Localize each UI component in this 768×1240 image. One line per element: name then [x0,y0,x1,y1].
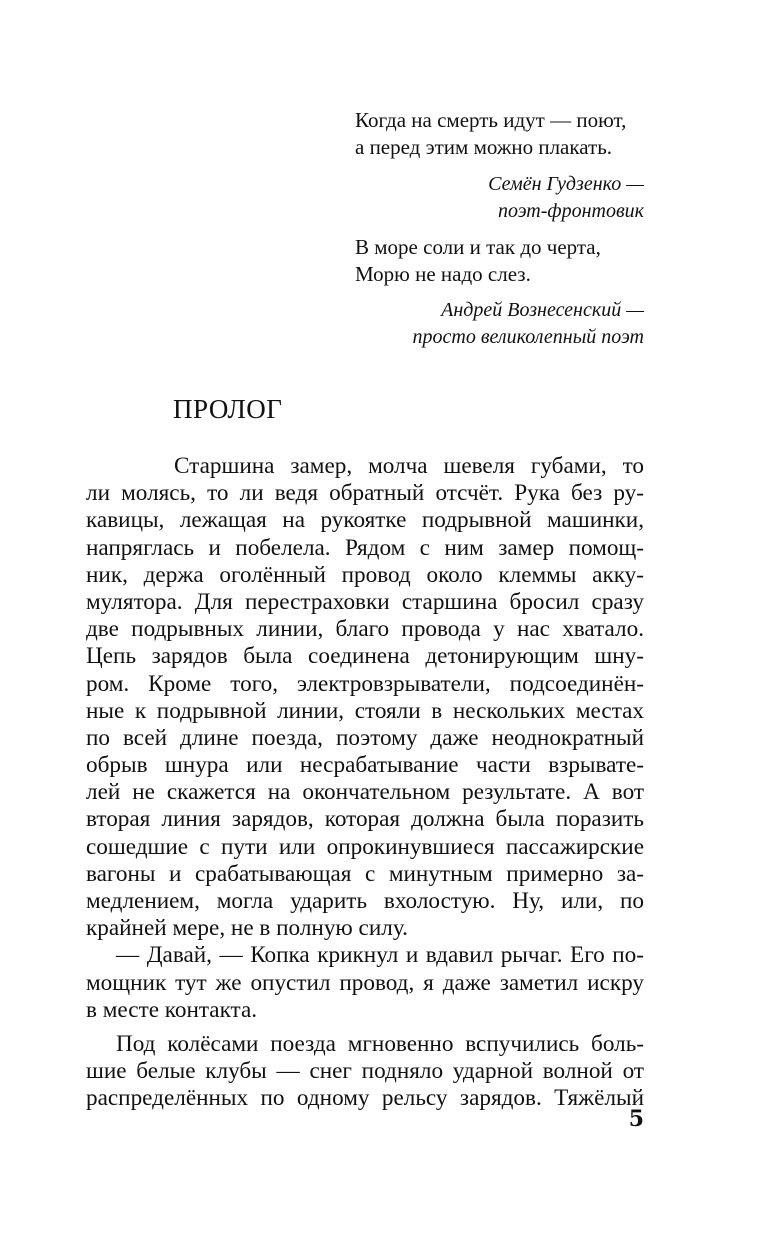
text-line: — Давай, — Копка крикнул и вдавил рычаг. Его по- [116,942,644,969]
text-line: крайней мере, не в полную силу. [86,915,408,942]
text-line: обрыв шнура или несрабатывание части взрывате- [86,752,644,779]
text-line: ром. Кроме того, электровзрыватели, подсоединён- [86,670,644,697]
attribution-author: Семён Гудзенко — [488,173,644,195]
text-line: Старшина замер, молча шевеля губами, то [174,453,644,479]
text-line: ли молясь, то ли ведя обратный отсчёт. Рука без ру- [86,480,644,507]
text-line: сошедшие с пути или опрокинувшиеся пассажирские [86,833,644,860]
text-line: лей не скажется на окончательном результате. А вот [86,779,644,806]
text-line: по всей длине поезда, поэтому даже неоднократный [86,724,644,751]
page-number: 5 [628,1106,644,1132]
chapter-title: ПРОЛОГ [173,394,283,424]
text-line: медлением, могла ударить вхолостую. Ну, или, по [86,888,644,914]
paragraph-1 [86,453,644,942]
text-line: в месте контакта. [86,996,258,1023]
epigraph-line: а перед этим можно плакать. [355,135,613,159]
epigraph-1 [355,107,645,161]
epigraph-line: В море соли и так до черта, [355,235,601,259]
text-line: мулятора. Для перестраховки старшина бросил сразу [86,588,644,615]
paragraph-3 [86,1031,644,1113]
text-line: напряглась и побелела. Рядом с ним замер помощ- [86,534,644,561]
text-line: ник, держа оголённый провод около клеммы акку- [86,561,644,588]
body-text [86,453,644,1113]
epigraph-2 [355,234,645,288]
epigraph-line: Когда на смерть идут — поют, [355,108,627,132]
attribution-role: просто великолепный поэт [412,326,644,348]
text-line: вагоны и срабатывающая с минутным примерно за- [86,860,644,887]
attribution-role: поэт-фронтовик [498,200,644,222]
text-line: распределённых по одному рельсу зарядов. Тяжёлый [86,1085,644,1112]
paragraph-2 [86,942,644,1024]
text-line: Под колёсами поезда мгновенно вспучились боль- [116,1030,644,1057]
text-line: кавицы, лежащая на рукоятке подрывной машинки, [86,507,644,534]
attribution-author: Андрей Вознесенский — [441,299,644,321]
text-line: шие белые клубы — снег подняло ударной волной от [86,1058,644,1085]
epigraph-1-attribution [344,171,644,225]
text-line: вторая линия зарядов, которая должна была поразить [86,806,644,833]
text-line: мощник тут же опустил провод, я даже заметил искру [86,969,644,996]
epigraph-2-attribution [344,297,644,351]
epigraph-line: Морю не надо слез. [355,262,531,286]
text-line: две подрывных линии, благо провода у нас хватало. [86,616,644,643]
text-line: ные к подрывной линии, стояли в нескольких местах [86,697,644,724]
text-line: Цепь зарядов была соединена детонирующим шну- [86,643,644,670]
